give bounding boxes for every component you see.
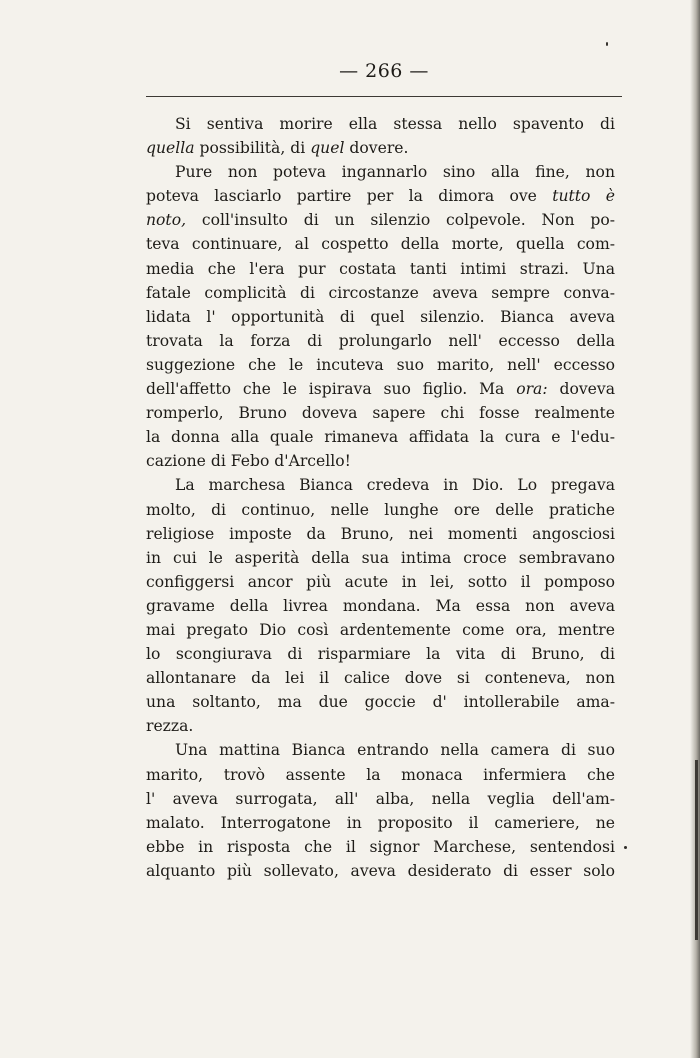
text-run: doveva: [547, 380, 615, 399]
text-line: [146, 449, 615, 473]
page-edge-shadow: [695, 760, 698, 940]
text-line: [146, 642, 615, 666]
text-line: [146, 112, 615, 136]
text-run: rezza.: [146, 717, 194, 736]
text-line: [146, 666, 615, 690]
text-line: [146, 714, 615, 738]
text-line: [146, 353, 615, 377]
text-line: [146, 473, 615, 497]
text-run: marito, trovò assente la monaca infermiera che: [146, 765, 615, 784]
text-run: suggezione che le incuteva suo marito, nell' eccesso: [146, 355, 615, 374]
text-run: fatale complicità di circostanze aveva sempre conva-: [146, 283, 615, 302]
text-run: la donna alla quale rimaneva affidata la cura e l'edu-: [146, 428, 615, 447]
text-run: Una mattina Bianca entrando nella camera di suo: [175, 741, 615, 760]
text-run: romperlo, Bruno doveva sapere chi fosse realmente: [146, 404, 615, 423]
text-line: [146, 690, 615, 714]
text-line: [146, 208, 615, 232]
text-line: [146, 184, 615, 208]
italic-text: tutto è: [552, 187, 615, 206]
text-run: Si sentiva morire ella stessa nello spavento di: [175, 115, 615, 133]
text-line: [146, 859, 615, 883]
text-line: [146, 232, 615, 256]
text-run: configgersi ancor più acute in lei, sotto il pomposo: [146, 572, 615, 591]
text-run: molto, di continuo, nelle lunghe ore delle pratiche: [146, 500, 615, 519]
text-line: [146, 522, 615, 546]
ink-speck: [606, 42, 608, 46]
text-run: in cui le asperità della sua intima croce sembravano: [146, 548, 615, 567]
text-line: [146, 305, 615, 329]
text-line: [146, 811, 615, 835]
text-line: [146, 281, 615, 305]
text-line: [146, 763, 615, 787]
text-run: malato. Interrogatone in proposito il cameriere, ne: [146, 813, 615, 832]
italic-text: quella: [146, 139, 195, 158]
text-line: [146, 425, 615, 449]
text-run: Pure non poteva ingannarlo sino alla fine, non: [175, 163, 615, 182]
paragraph: [146, 160, 615, 473]
text-line: [146, 401, 615, 425]
text-run: religiose imposte da Bruno, nei momenti angosciosi: [146, 524, 615, 543]
text-run: teva continuare, al cospetto della morte, quella com-: [146, 235, 615, 254]
text-run: lidata l' opportunità di quel silenzio. Bianca aveva: [146, 307, 615, 326]
text-line: [146, 835, 615, 859]
text-run: trovata la forza di prolungarlo nell' eccesso della: [146, 331, 615, 350]
text-run: La marchesa Bianca credeva in Dio. Lo pregava: [175, 476, 615, 495]
text-run: lo scongiurava di risparmiare la vita di Bruno, di: [146, 645, 615, 664]
text-run: gravame della livrea mondana. Ma essa non aveva: [146, 596, 615, 615]
text-line: [146, 594, 615, 618]
text-run: dovere.: [344, 139, 409, 158]
text-run: possibilità, di: [194, 139, 311, 158]
text-run: dell'affetto che le ispirava suo figlio. Ma: [146, 380, 517, 399]
paragraph: [146, 738, 615, 883]
text-line: [146, 257, 615, 281]
text-line: [146, 136, 615, 160]
ink-speck: [624, 846, 627, 849]
italic-text: ora:: [516, 380, 548, 399]
body-text: [146, 112, 615, 883]
text-run: allontanare da lei il calice dove si conteneva, non: [146, 669, 615, 688]
italic-text: quel: [310, 139, 345, 158]
text-line: [146, 618, 615, 642]
text-line: [146, 329, 615, 353]
text-line: [146, 546, 615, 570]
text-run: ebbe in risposta che il signor Marchese, sentendosi: [146, 837, 615, 856]
page-number: — 266 —: [339, 60, 429, 82]
text-run: mai pregato Dio così ardentemente come ora, mentre: [146, 620, 615, 639]
text-line: [146, 738, 615, 762]
text-line: [146, 160, 615, 184]
header-rule: [146, 96, 622, 97]
page-header: [146, 60, 622, 82]
text-run: coll'insulto di un silenzio colpevole. Non po-: [186, 211, 615, 230]
text-line: [146, 570, 615, 594]
text-run: l' aveva surrogata, all' alba, nella veglia dell'am-: [146, 789, 615, 808]
text-run: poteva lasciarlo partire per la dimora ove: [146, 187, 553, 206]
paragraph: [146, 112, 615, 160]
text-run: cazione di Febo d'Arcello!: [146, 452, 351, 471]
text-line: [146, 498, 615, 522]
text-line: [146, 787, 615, 811]
text-line: [146, 377, 615, 401]
text-run: media che l'era pur costata tanti intimi strazi. Una: [146, 259, 615, 278]
text-run: alquanto più sollevato, aveva desiderato di esser solo: [146, 861, 615, 880]
paragraph: [146, 473, 615, 738]
italic-text: noto,: [146, 211, 187, 230]
text-run: una soltanto, ma due goccie d' intollerabile ama-: [146, 693, 615, 712]
